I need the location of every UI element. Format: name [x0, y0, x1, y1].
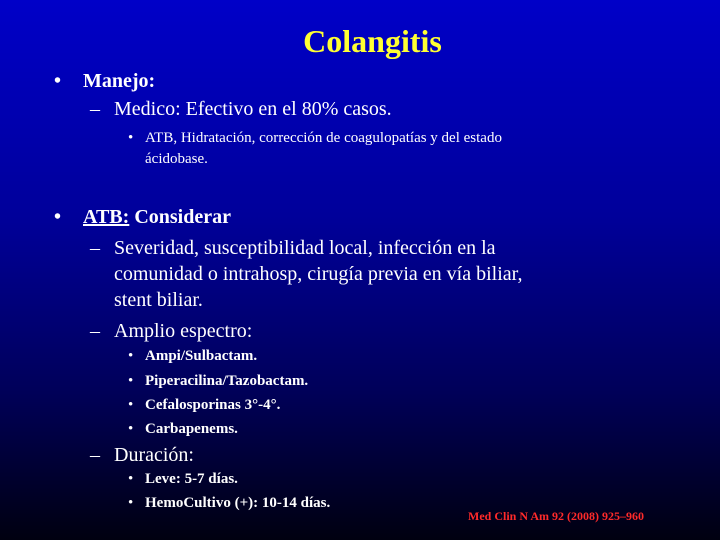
subitem-piperacilina: Piperacilina/Tazobactam. [145, 373, 309, 389]
bullet-icon: • [128, 495, 134, 511]
subitem-atb-line-2: ácidobase. [145, 151, 208, 167]
subitem-atb-line-1: ATB, Hidratación, corrección de coagulopatías y del estado [145, 130, 502, 146]
subitem-carbapenems: Carbapenems. [145, 421, 238, 437]
item-severidad-line-3: stent biliar. [114, 289, 203, 311]
bullet-icon: • [128, 348, 134, 364]
dash-icon: – [90, 237, 100, 259]
bullet-icon: • [54, 206, 62, 228]
subitem-ampi: Ampi/Sulbactam. [145, 348, 258, 364]
subitem-hemocultivo: HemoCultivo (+): 10-14 días. [145, 495, 331, 511]
bullet-icon: • [128, 397, 134, 413]
item-amplio-espectro: Amplio espectro: [114, 320, 253, 342]
bullet-icon: • [128, 471, 134, 487]
dash-icon: – [90, 320, 100, 342]
subitem-cefalosporinas: Cefalosporinas 3°-4°. [145, 397, 281, 413]
item-severidad-line-1: Severidad, susceptibilidad local, infección en la [114, 237, 496, 259]
dash-icon: – [90, 444, 100, 466]
bullet-icon: • [128, 373, 134, 389]
section-heading-atb [83, 205, 231, 229]
section-heading-atb-underlined: ATB: [83, 206, 130, 228]
slide-title: Colangitis [303, 23, 442, 59]
subitem-leve: Leve: 5-7 días. [145, 471, 238, 487]
item-severidad-line-2: comunidad o intrahosp, cirugía previa en vía biliar, [114, 263, 523, 285]
bullet-icon: • [54, 70, 62, 92]
dash-icon: – [90, 98, 100, 120]
bullet-icon: • [128, 421, 134, 437]
bullet-icon: • [128, 130, 134, 146]
section-heading-atb-rest: Considerar [129, 206, 231, 228]
item-duracion: Duración: [114, 444, 194, 466]
item-medico: Medico: Efectivo en el 80% casos. [114, 98, 392, 120]
citation: Med Clin N Am 92 (2008) 925–960 [468, 509, 644, 523]
section-heading-manejo: Manejo: [83, 70, 156, 92]
